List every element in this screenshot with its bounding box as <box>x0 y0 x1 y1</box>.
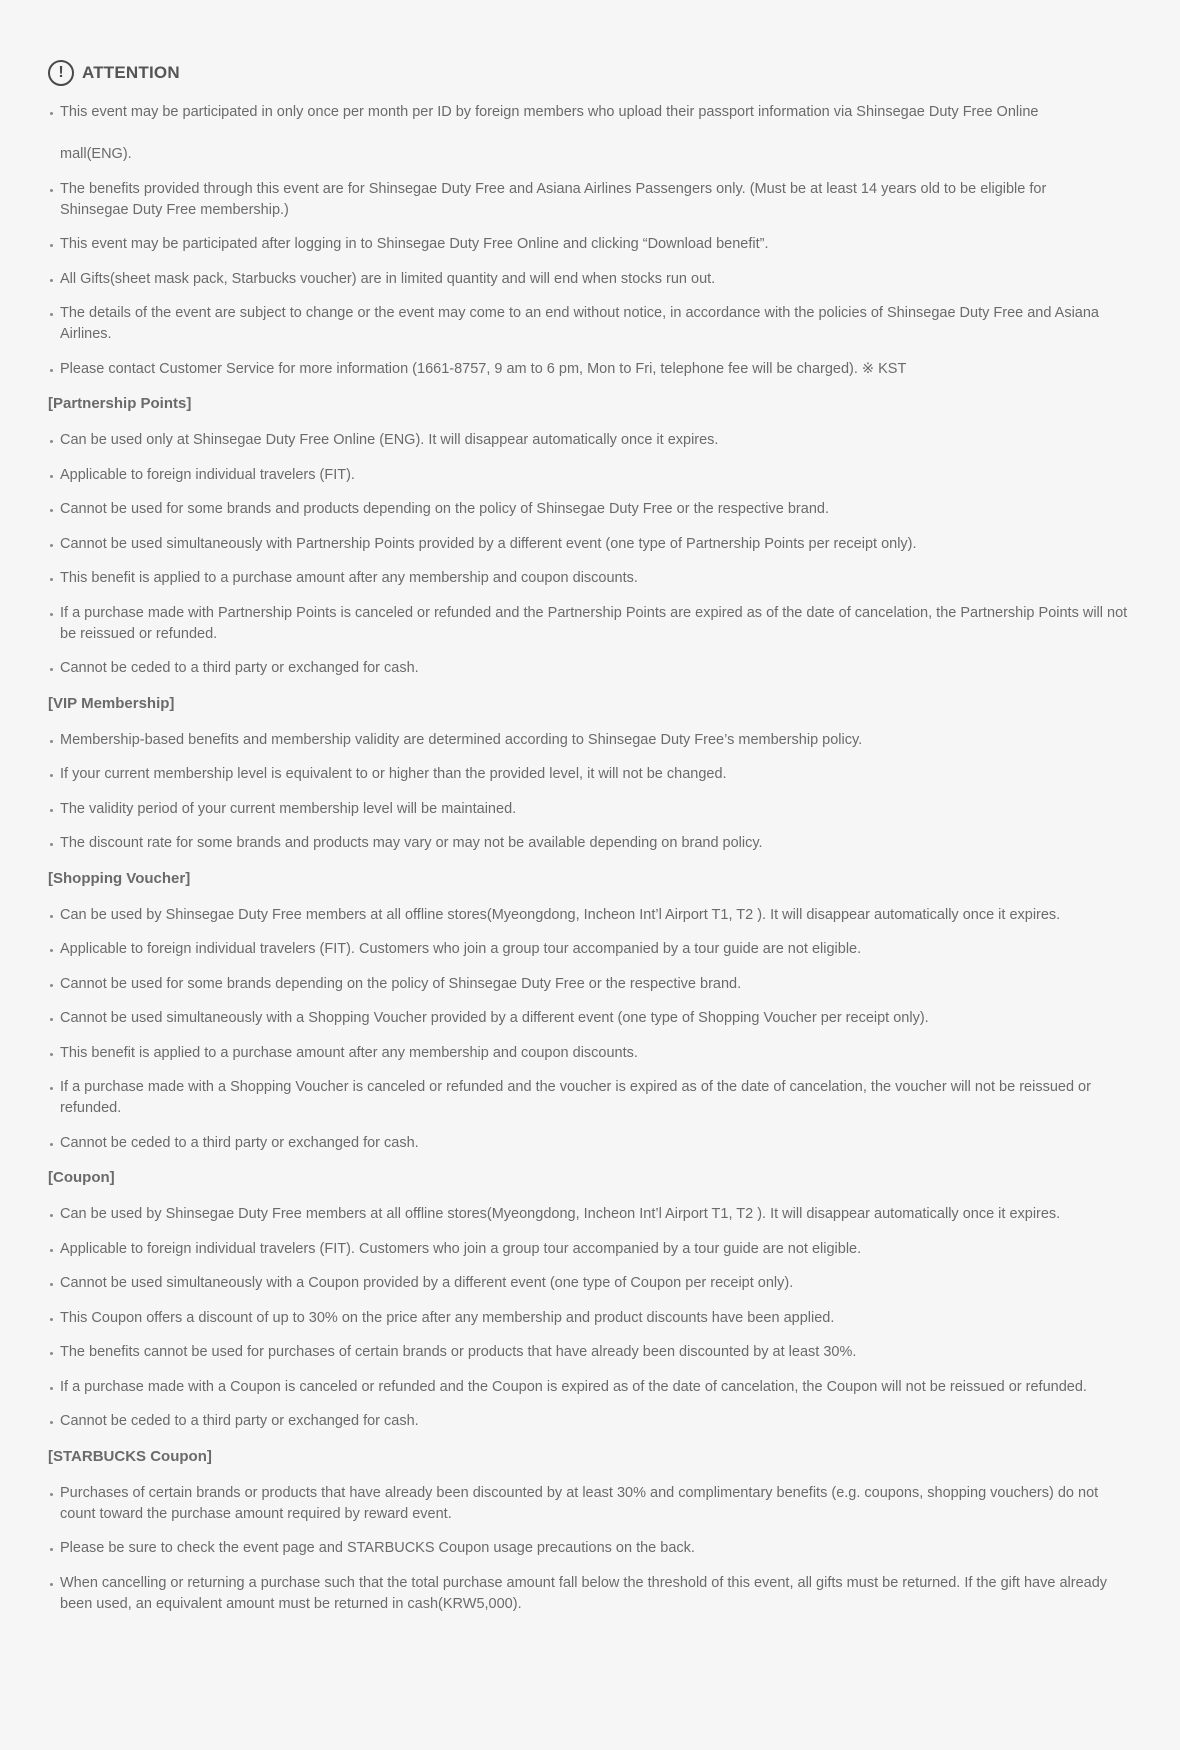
list-item: If a purchase made with a Shopping Voucher is canceled or refunded and the voucher is expired as of the date of cancelation, the voucher will not be reissued or refunded. <box>48 1077 1132 1119</box>
list-item: The validity period of your current membership level will be maintained. <box>48 799 1132 820</box>
list-item <box>48 234 1132 255</box>
list-item: Cannot be ceded to a third party or exchanged for cash. <box>48 1411 1132 1432</box>
section-title-shopping-voucher: [Shopping Voucher] <box>48 869 191 887</box>
coupon-list <box>48 1204 1132 1432</box>
list-item: Can be used by Shinsegae Duty Free members at all offline stores(Myeongdong, Incheon Int’l Airport T1, T2 ). It will disappear automatically once it expires. <box>48 1204 1132 1225</box>
list-item: Applicable to foreign individual travelers (FIT). Customers who join a group tour accompanied by a tour guide are not eligible. <box>48 1239 1132 1260</box>
list-item: If a purchase made with a Coupon is canceled or refunded and the Coupon is expired as of the date of cancelation, the Coupon will not be reissued or refunded. <box>48 1377 1132 1398</box>
list-item <box>48 269 1132 290</box>
list-item: This benefit is applied to a purchase amount after any membership and coupon discounts. <box>48 568 1132 589</box>
section-title-vip-membership: [VIP Membership] <box>48 694 175 712</box>
list-item <box>48 102 1132 165</box>
alert-circle-icon: ! <box>48 60 74 86</box>
list-item: Please be sure to check the event page and STARBUCKS Coupon usage precautions on the back. <box>48 1538 1132 1559</box>
list-item-text: The details of the event are subject to change or the event may come to an end without notice, in accordance with the policies of Shinsegae Duty Free and Asiana Airlines. <box>60 305 1099 342</box>
list-item <box>48 359 1132 380</box>
list-item: If your current membership level is equivalent to or higher than the provided level, it will not be changed. <box>48 764 1132 785</box>
list-item: When cancelling or returning a purchase such that the total purchase amount fall below the threshold of this event, all gifts must be returned. If the gift have already been used, an equivalent amount must be returned in cash(KRW5,000). <box>48 1573 1132 1615</box>
list-item: Membership-based benefits and membership validity are determined according to Shinsegae Duty Free’s membership policy. <box>48 730 1132 751</box>
list-item: This benefit is applied to a purchase amount after any membership and coupon discounts. <box>48 1043 1132 1064</box>
list-item: The benefits cannot be used for purchases of certain brands or products that have already been discounted by at least 30%. <box>48 1342 1132 1363</box>
list-item: This Coupon offers a discount of up to 30% on the price after any membership and product discounts have been applied. <box>48 1308 1132 1329</box>
list-item <box>48 303 1132 345</box>
list-item: Can be used by Shinsegae Duty Free members at all offline stores(Myeongdong, Incheon Int’l Airport T1, T2 ). It will disappear automatically once it expires. <box>48 905 1132 926</box>
list-item: Applicable to foreign individual travelers (FIT). Customers who join a group tour accompanied by a tour guide are not eligible. <box>48 939 1132 960</box>
attention-title: ATTENTION <box>82 63 180 82</box>
list-item <box>48 179 1132 221</box>
list-item: Cannot be used for some brands and products depending on the policy of Shinsegae Duty Free or the respective brand. <box>48 499 1132 520</box>
list-item-text: All Gifts(sheet mask pack, Starbucks voucher) are in limited quantity and will end when stocks run out. <box>60 270 716 287</box>
notice-container <box>48 58 1132 1628</box>
list-item-text: This event may be participated in only once per month per ID by foreign members who upload their passport information via Shinsegae Duty Free Online <box>60 104 1039 120</box>
list-item: The discount rate for some brands and products may vary or may not be available depending on brand policy. <box>48 833 1132 854</box>
list-item: Applicable to foreign individual travelers (FIT). <box>48 465 1132 486</box>
list-item-text: This event may be participated after logging in to Shinsegae Duty Free Online and clicking “Download benefit”. <box>60 236 769 252</box>
list-item-text: Shinsegae Duty Free membership.) <box>60 201 289 218</box>
list-item: Can be used only at Shinsegae Duty Free Online (ENG). It will disappear automatically once it expires. <box>48 430 1132 451</box>
list-item-text: The benefits provided through this event are for Shinsegae Duty Free and Asiana Airlines Passengers only. (Must be at least 14 years old to be eligible for <box>60 180 1047 197</box>
list-item: Purchases of certain brands or products that have already been discounted by at least 30% and complimentary benefits (e.g. coupons, shopping vouchers) do not count toward the purchase amount required by reward event. <box>48 1483 1132 1525</box>
section-title-coupon: [Coupon] <box>48 1169 115 1186</box>
list-item-text: Please contact Customer Service for more information (1661-8757, 9 am to 6 pm, Mon to Fri, telephone fee will be charged). ※ KST <box>60 360 907 377</box>
list-item: If a purchase made with Partnership Points is canceled or refunded and the Partnership Points are expired as of the date of cancelation, the Partnership Points will not be reissued or refunded. <box>48 603 1132 645</box>
list-item: Cannot be used for some brands depending on the policy of Shinsegae Duty Free or the respective brand. <box>48 974 1132 995</box>
list-item: Cannot be ceded to a third party or exchanged for cash. <box>48 1133 1132 1154</box>
list-item: Cannot be used simultaneously with a Coupon provided by a different event (one type of Coupon per receipt only). <box>48 1273 1132 1294</box>
starbucks-coupon-list <box>48 1483 1132 1615</box>
partnership-points-list <box>48 430 1132 679</box>
vip-membership-list <box>48 730 1132 855</box>
attention-header <box>48 58 1132 88</box>
list-item-text: mall(ENG). <box>60 146 132 162</box>
shopping-voucher-list <box>48 905 1132 1154</box>
section-title-partnership-points: [Partnership Points] <box>48 395 192 412</box>
list-item: Cannot be ceded to a third party or exchanged for cash. <box>48 658 1132 679</box>
attention-list <box>48 102 1132 380</box>
section-title-starbucks-coupon: [STARBUCKS Coupon] <box>48 1447 212 1465</box>
list-item: Cannot be used simultaneously with Partnership Points provided by a different event (one type of Partnership Points per receipt only). <box>48 534 1132 555</box>
list-item: Cannot be used simultaneously with a Shopping Voucher provided by a different event (one type of Shopping Voucher per receipt only). <box>48 1008 1132 1029</box>
